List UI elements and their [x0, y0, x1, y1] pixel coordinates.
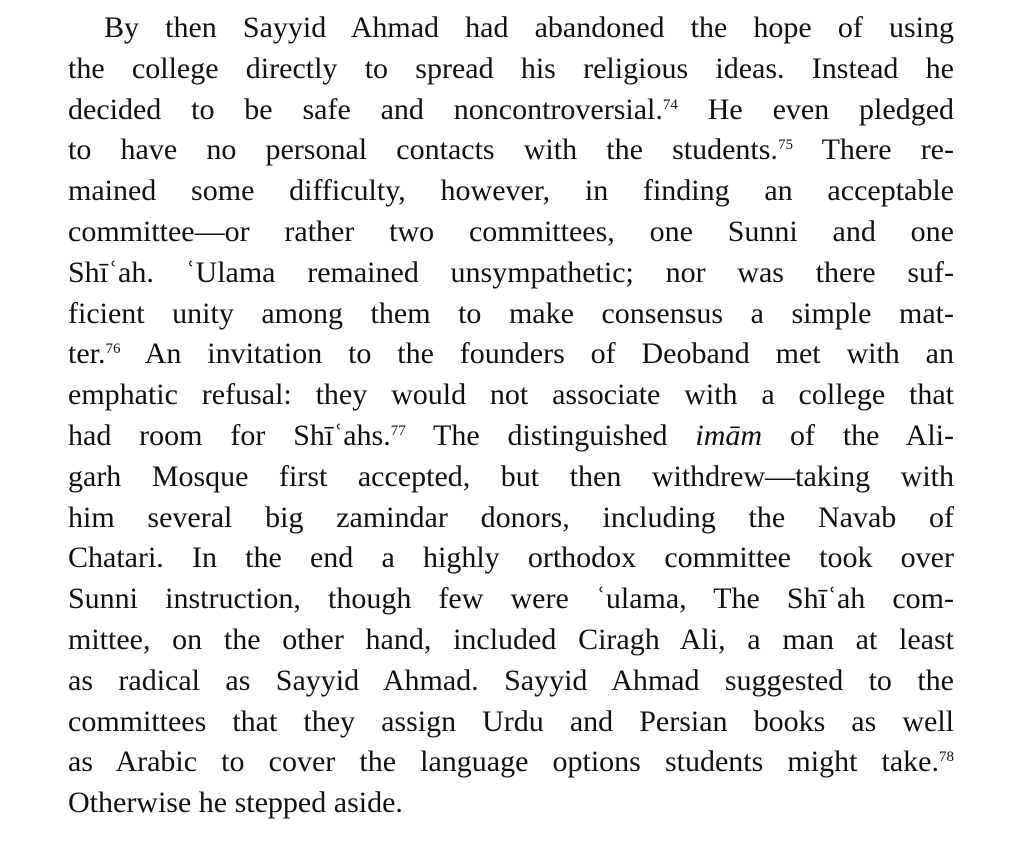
text-line	[68, 375, 954, 416]
footnote-marker: 76	[105, 341, 121, 358]
text-span: ficient unity among them to make consensus a simple mat-	[68, 296, 954, 330]
text-span: as radical as Sayyid Ahmad. Sayyid Ahmad suggested to the	[68, 663, 954, 697]
text-span: garh Mosque first accepted, but then withdrew—taking with	[68, 459, 954, 493]
document-page	[68, 8, 954, 824]
text-span: Shīʿah. ʿUlama remained unsympathetic; nor was there suf-	[68, 255, 954, 289]
text-line	[68, 253, 954, 294]
text-line	[68, 416, 954, 457]
text-line	[68, 620, 954, 661]
footnote-marker: 78	[939, 749, 954, 766]
text-line	[68, 457, 954, 498]
text-line	[68, 334, 954, 375]
text-line	[68, 212, 954, 253]
text-span: of the Ali-	[762, 418, 954, 452]
text-span: ter.	[68, 337, 106, 371]
text-span: had room for Shīʿahs.	[68, 418, 391, 452]
footnote-marker: 74	[662, 96, 678, 113]
text-line	[68, 498, 954, 539]
text-span: Chatari. In the end a highly orthodox committee took over	[68, 541, 954, 575]
text-span: to have no personal contacts with the students.	[68, 133, 778, 167]
text-line	[68, 294, 954, 335]
text-span: the college directly to spread his religious ideas. Instead he	[68, 51, 954, 85]
text-line	[68, 538, 954, 579]
text-span: mained some difficulty, however, in finding an acceptable	[68, 174, 954, 208]
text-span: him several big zamindar donors, including the Navab of	[68, 500, 954, 534]
text-span: decided to be safe and noncontroversial.	[68, 92, 663, 126]
footnote-marker: 77	[390, 422, 406, 439]
text-line	[68, 49, 954, 90]
text-span: By then Sayyid Ahmad had abandoned the hope of using	[104, 11, 954, 44]
text-span: An invitation to the founders of Deoband met with an	[120, 337, 954, 371]
italic-term: imām	[695, 418, 763, 452]
text-line	[68, 783, 954, 824]
text-span: mittee, on the other hand, included Ciragh Ali, a man at least	[68, 622, 954, 656]
text-line	[68, 742, 954, 783]
text-span: The distinguished	[405, 418, 696, 452]
text-line	[68, 90, 954, 131]
text-span: Sunni instruction, though few were ʿulama, The Shīʿah com-	[68, 582, 954, 616]
text-span: He even pledged	[677, 92, 955, 126]
text-line	[68, 130, 954, 171]
text-span: as Arabic to cover the language options students might take.	[68, 745, 939, 779]
text-line	[68, 171, 954, 212]
text-line	[68, 702, 954, 743]
text-span: committee—or rather two committees, one Sunni and one	[68, 214, 954, 248]
text-line	[68, 579, 954, 620]
text-line	[68, 8, 954, 49]
text-span: Otherwise he stepped aside.	[68, 786, 403, 820]
text-span: committees that they assign Urdu and Persian books as well	[68, 704, 954, 738]
text-line	[68, 661, 954, 702]
body-paragraph	[68, 8, 954, 824]
text-span: There re-	[792, 133, 954, 167]
footnote-marker: 75	[777, 137, 793, 154]
text-span: emphatic refusal: they would not associate with a college that	[68, 378, 954, 412]
